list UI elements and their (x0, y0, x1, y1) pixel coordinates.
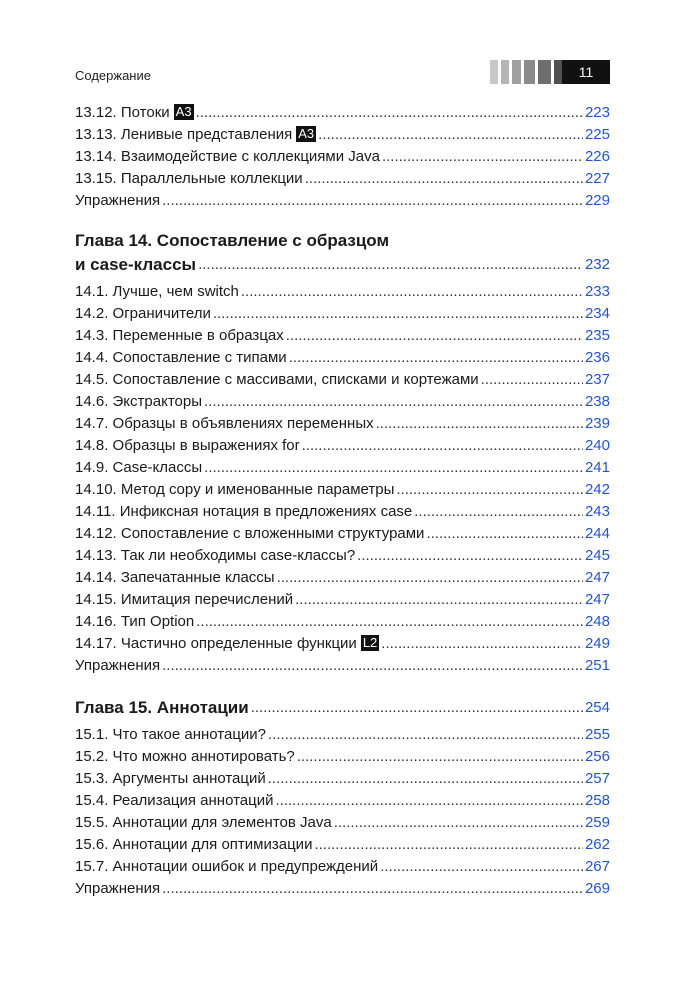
toc-entry-title-text: 13.15. Параллельные коллекции (75, 170, 303, 187)
leader-dots (268, 770, 583, 788)
toc-entry-title (75, 104, 194, 122)
toc-entry-page[interactable]: 248 (584, 613, 610, 630)
toc-entry-title (75, 192, 160, 210)
toc-entry-title-text: 13.14. Взаимодействие с коллекциями Java (75, 148, 380, 165)
header-bar (538, 60, 551, 84)
chapter-14-title-line1: Глава 14. Сопоставление с образцом (75, 231, 390, 250)
toc-entry-page[interactable]: 245 (584, 547, 610, 564)
leader-dots (396, 481, 583, 499)
leader-dots (297, 748, 583, 766)
toc-entry[interactable] (75, 565, 610, 587)
chapter-15-page[interactable]: 254 (584, 699, 610, 716)
toc-entry-title (75, 503, 412, 521)
header-bar (490, 60, 498, 84)
chapter-14 (75, 230, 610, 675)
toc-entry[interactable] (75, 367, 610, 389)
toc-entry[interactable] (75, 521, 610, 543)
leader-dots (381, 635, 583, 653)
toc-entry-title (75, 547, 355, 565)
toc-entry-title-text: Упражнения (75, 880, 161, 897)
toc-entry-title-text: 14.16. Тип Option (75, 613, 195, 630)
toc-entry-page[interactable]: 234 (584, 305, 610, 322)
leader-dots (305, 170, 583, 188)
toc-entry[interactable] (75, 433, 610, 455)
toc-entry[interactable] (75, 188, 610, 210)
section-13-tail (75, 100, 610, 210)
toc-entry-title (75, 814, 332, 832)
toc-entry[interactable] (75, 876, 610, 898)
toc-entry[interactable] (75, 144, 610, 166)
leader-dots (481, 371, 583, 389)
toc-entry-page[interactable]: 249 (584, 635, 610, 652)
toc-entry-page[interactable]: 227 (584, 170, 610, 187)
toc-entry[interactable] (75, 455, 610, 477)
toc-entry[interactable] (75, 499, 610, 521)
toc-entry-page[interactable]: 258 (584, 792, 610, 809)
toc-entry-page[interactable]: 251 (584, 657, 610, 674)
chapter-15-entries (75, 722, 610, 898)
toc-entry-title-text: 14.3. Переменные в образцах (75, 327, 284, 344)
toc-entry-title (75, 613, 194, 631)
header-bar (512, 60, 521, 84)
toc-entry[interactable] (75, 609, 610, 631)
chapter-15 (75, 695, 610, 898)
toc-entry[interactable] (75, 477, 610, 499)
toc-entry-page[interactable]: 257 (584, 770, 610, 787)
toc-entry[interactable] (75, 810, 610, 832)
toc-entry[interactable] (75, 279, 610, 301)
toc-entry-title (75, 792, 274, 810)
toc-entry-title (75, 657, 160, 675)
toc-entry[interactable] (75, 345, 610, 367)
toc-entry-title (75, 393, 202, 411)
toc-entry-page[interactable]: 244 (584, 525, 610, 542)
leader-dots (162, 192, 583, 210)
toc-entry-title (75, 170, 303, 188)
toc-entry[interactable] (75, 166, 610, 188)
header-bar (501, 60, 509, 84)
toc-entry-page[interactable]: 243 (584, 503, 610, 520)
spacer (75, 675, 610, 695)
toc-entry-page[interactable]: 238 (584, 393, 610, 410)
toc-entry-page[interactable]: 241 (584, 459, 610, 476)
toc-entry-title-text: 14.8. Образцы в выражениях for (75, 437, 300, 454)
leader-dots (426, 525, 583, 543)
toc-entry[interactable] (75, 744, 610, 766)
toc-entry-page[interactable]: 226 (584, 148, 610, 165)
toc-entry-page[interactable]: 269 (584, 880, 610, 897)
toc-entry-page[interactable]: 242 (584, 481, 610, 498)
leader-dots (213, 305, 583, 323)
toc-entry-title (75, 126, 316, 144)
toc-entry-title (75, 635, 379, 653)
toc-entry-page[interactable]: 247 (584, 569, 610, 586)
toc-entry-page[interactable]: 239 (584, 415, 610, 432)
toc-entry-title (75, 327, 284, 345)
toc-entry[interactable] (75, 323, 610, 345)
toc-entry-title-text: 15.7. Аннотации ошибок и предупреждений (75, 858, 379, 875)
toc-entry-page[interactable]: 259 (584, 814, 610, 831)
toc-entry-title-text: 13.13. Ленивые представления (75, 126, 293, 143)
toc-entry[interactable] (75, 653, 610, 675)
level-badge: A3 (175, 104, 192, 119)
leader-dots (162, 880, 583, 898)
toc-entry-title-text: Упражнения (75, 192, 161, 209)
toc-entry-title-text: 14.1. Лучше, чем switch (75, 283, 239, 300)
chapter-14-entries (75, 279, 610, 675)
toc-entry-page[interactable]: 262 (584, 836, 610, 853)
toc-entry-title (75, 481, 394, 499)
toc-entry-title-text: 14.13. Так ли необходимы case-классы? (75, 547, 356, 564)
chapter-15-heading-row[interactable] (75, 695, 610, 717)
leader-dots (198, 256, 583, 274)
toc-entry-title-text: 15.2. Что можно аннотировать? (75, 748, 295, 765)
leader-dots (162, 657, 583, 675)
header-decorative-bars (490, 60, 572, 84)
toc-entry-page[interactable]: 256 (584, 748, 610, 765)
leader-dots (376, 415, 583, 433)
toc-entry[interactable] (75, 100, 610, 122)
leader-dots (286, 327, 583, 345)
toc-entry-title (75, 726, 266, 744)
leader-dots (382, 148, 583, 166)
page-number: 11 (562, 60, 610, 84)
toc-entry-page[interactable]: 247 (584, 591, 610, 608)
toc-entry-title-text: 14.11. Инфиксная нотация в предложениях case (75, 503, 413, 520)
leader-dots (196, 613, 583, 631)
toc-entry-title (75, 858, 378, 876)
toc-entry[interactable] (75, 788, 610, 810)
toc-entry-title (75, 283, 239, 301)
toc-entry-page[interactable]: 267 (584, 858, 610, 875)
toc-entry-title-text: 14.17. Частично определенные функции (75, 635, 357, 652)
leader-dots (251, 699, 583, 717)
toc-entry[interactable] (75, 722, 610, 744)
toc-entry-title (75, 591, 293, 609)
toc-entry[interactable] (75, 854, 610, 876)
leader-dots (380, 858, 583, 876)
toc-entry-title-text: 14.5. Сопоставление с массивами, списками и кортежами (75, 371, 479, 388)
leader-dots (277, 569, 583, 587)
toc-entry-title (75, 371, 479, 389)
toc-entry[interactable] (75, 301, 610, 323)
toc-entry[interactable] (75, 411, 610, 433)
leader-dots (289, 349, 583, 367)
level-badge: A3 (298, 126, 315, 141)
toc-entry[interactable] (75, 122, 610, 144)
chapter-15-title: Глава 15. Аннотации (75, 698, 249, 717)
leader-dots (302, 437, 583, 455)
chapter-14-title-line2: и case-классы (75, 255, 197, 274)
toc-entry-title-text: 14.10. Метод copy и именованные параметры (75, 481, 395, 498)
toc-entry-page[interactable]: 237 (584, 371, 610, 388)
toc-entry-title-text: 14.15. Имитация перечислений (75, 591, 294, 608)
toc-entry-title-text: 14.6. Экстракторы (75, 393, 202, 410)
toc-entry-title-text: 14.12. Сопоставление с вложенными структурами (75, 525, 425, 542)
toc-entry-page[interactable]: 229 (584, 192, 610, 209)
chapter-14-heading-row[interactable] (75, 252, 610, 274)
leader-dots (268, 726, 583, 744)
toc-entry-title-text: 14.7. Образцы в объявлениях переменных (75, 415, 374, 432)
toc-entry-title-text: 14.2. Ограничители (75, 305, 211, 322)
toc-entry-page[interactable]: 236 (584, 349, 610, 366)
toc-entry[interactable] (75, 832, 610, 854)
leader-dots (241, 283, 583, 301)
toc-entry-page[interactable]: 223 (584, 104, 610, 121)
page-header (0, 0, 683, 90)
leader-dots (414, 503, 583, 521)
toc-entry[interactable] (75, 543, 610, 565)
toc-entry-title (75, 525, 424, 543)
toc-entry[interactable] (75, 587, 610, 609)
toc-entry-title (75, 415, 374, 433)
toc-entry-title-text: 15.4. Реализация аннотаций (75, 792, 274, 809)
toc-entry-title-text: 15.5. Аннотации для элементов Java (75, 814, 332, 831)
toc-entry-title (75, 770, 266, 788)
leader-dots (196, 104, 583, 122)
toc-entry-title-text: Упражнения (75, 657, 161, 674)
toc-entry-page[interactable]: 225 (584, 126, 610, 143)
toc-entry-title (75, 459, 202, 477)
toc-entry-title-text: 15.3. Аргументы аннотаций (75, 770, 266, 787)
level-badge: L2 (362, 635, 378, 650)
toc-entry-title (75, 880, 160, 898)
toc-entry[interactable] (75, 389, 610, 411)
leader-dots (276, 792, 583, 810)
toc-entry-page[interactable]: 235 (584, 327, 610, 344)
leader-dots (204, 393, 583, 411)
toc-entry[interactable] (75, 766, 610, 788)
toc-entry-page[interactable]: 240 (584, 437, 610, 454)
toc-entry-page[interactable]: 255 (584, 726, 610, 743)
toc-entry-page[interactable]: 233 (584, 283, 610, 300)
toc-entry-title (75, 836, 312, 854)
leader-dots (357, 547, 583, 565)
table-of-contents (75, 100, 610, 898)
toc-entry-title-text: 14.14. Запечатанные классы (75, 569, 275, 586)
leader-dots (314, 836, 583, 854)
leader-dots (204, 459, 583, 477)
toc-entry-title (75, 437, 300, 455)
running-title: Содержание (75, 68, 151, 83)
leader-dots (318, 126, 583, 144)
toc-entry-title-text: 13.12. Потоки (75, 104, 170, 121)
toc-entry-title (75, 569, 275, 587)
toc-entry-title-text: 14.9. Case-классы (75, 459, 203, 476)
toc-entry-title-text: 15.6. Аннотации для оптимизации (75, 836, 313, 853)
toc-entry-title (75, 748, 295, 766)
toc-entry-title-text: 15.1. Что такое аннотации? (75, 726, 267, 743)
toc-entry-title-text: 14.4. Сопоставление с типами (75, 349, 287, 366)
header-bar (524, 60, 535, 84)
toc-entry-title (75, 305, 211, 323)
leader-dots (334, 814, 583, 832)
toc-entry-title (75, 148, 380, 166)
leader-dots (295, 591, 583, 609)
spacer (75, 210, 610, 230)
toc-entry[interactable] (75, 631, 610, 653)
chapter-14-page[interactable]: 232 (584, 256, 610, 273)
toc-entry-title (75, 349, 287, 367)
